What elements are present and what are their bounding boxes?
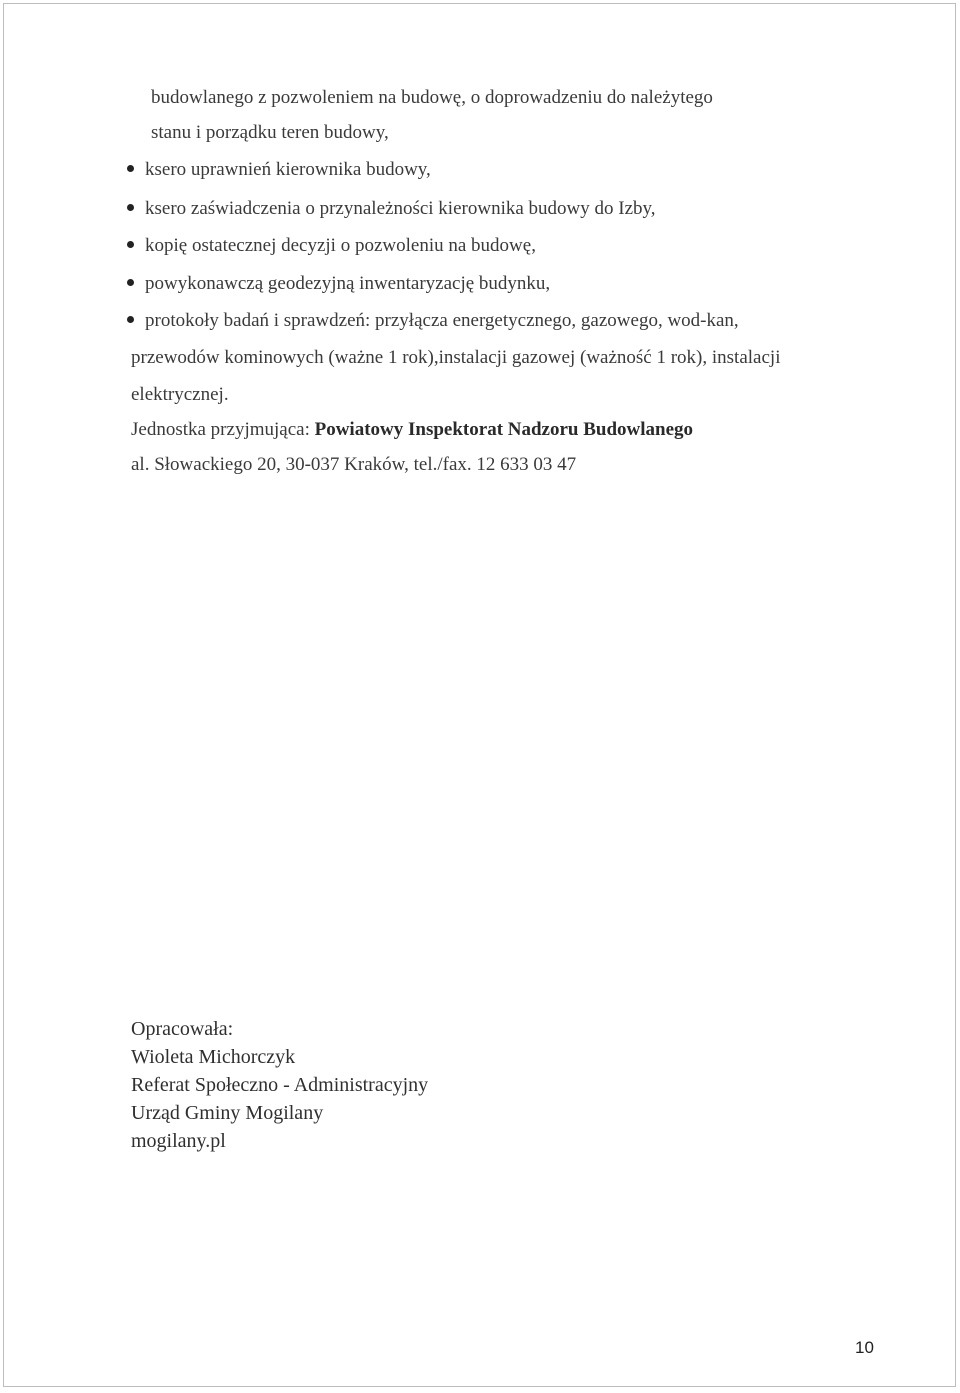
intro-line-2: stanu i porządku teren budowy, (151, 122, 389, 143)
receiving-unit-address: al. Słowackiego 20, 30-037 Kraków, tel./fax. 12 633 03 47 (131, 454, 577, 475)
receiving-unit-label: Jednostka przyjmująca: (131, 419, 315, 440)
list-item (127, 158, 431, 182)
continuation-line-2: elektrycznej. (131, 384, 229, 405)
list-item (127, 309, 739, 333)
list-item-text: kopię ostatecznej decyzji o pozwoleniu na budowę, (145, 235, 536, 256)
list-item-text: ksero zaświadczenia o przynależności kierownika budowy do Izby, (145, 198, 656, 219)
bullet-icon (127, 316, 134, 323)
receiving-unit (131, 418, 693, 442)
bullet-icon (127, 204, 134, 211)
department-name: Referat Społeczno - Administracyjny (131, 1074, 429, 1096)
continuation-line-1: przewodów kominowych (ważne 1 rok),instalacji gazowej (ważność 1 rok), instalacji (131, 347, 781, 368)
receiving-unit-name: Powiatowy Inspektorat Nadzoru Budowlanego (314, 419, 694, 440)
intro-line-1: budowlanego z pozwoleniem na budowę, o doprowadzeniu do należytego (151, 87, 713, 108)
list-item-text: protokoły badań i sprawdzeń: przyłącza energetycznego, gazowego, wod-kan, (145, 310, 739, 331)
list-item-text: ksero uprawnień kierownika budowy, (145, 159, 431, 180)
list-item (127, 197, 656, 221)
list-item-text: powykonawczą geodezyjną inwentaryzację budynku, (145, 273, 551, 294)
office-name: Urząd Gminy Mogilany (131, 1102, 324, 1124)
website: mogilany.pl (131, 1130, 226, 1152)
page-number: 10 (855, 1338, 874, 1357)
author-name: Wioleta Michorczyk (131, 1046, 296, 1068)
bullet-icon (127, 165, 134, 172)
list-item (127, 234, 536, 258)
list-item (127, 272, 550, 296)
prepared-by-label: Opracowała: (131, 1018, 234, 1040)
bullet-icon (127, 279, 134, 286)
bullet-icon (127, 241, 134, 248)
